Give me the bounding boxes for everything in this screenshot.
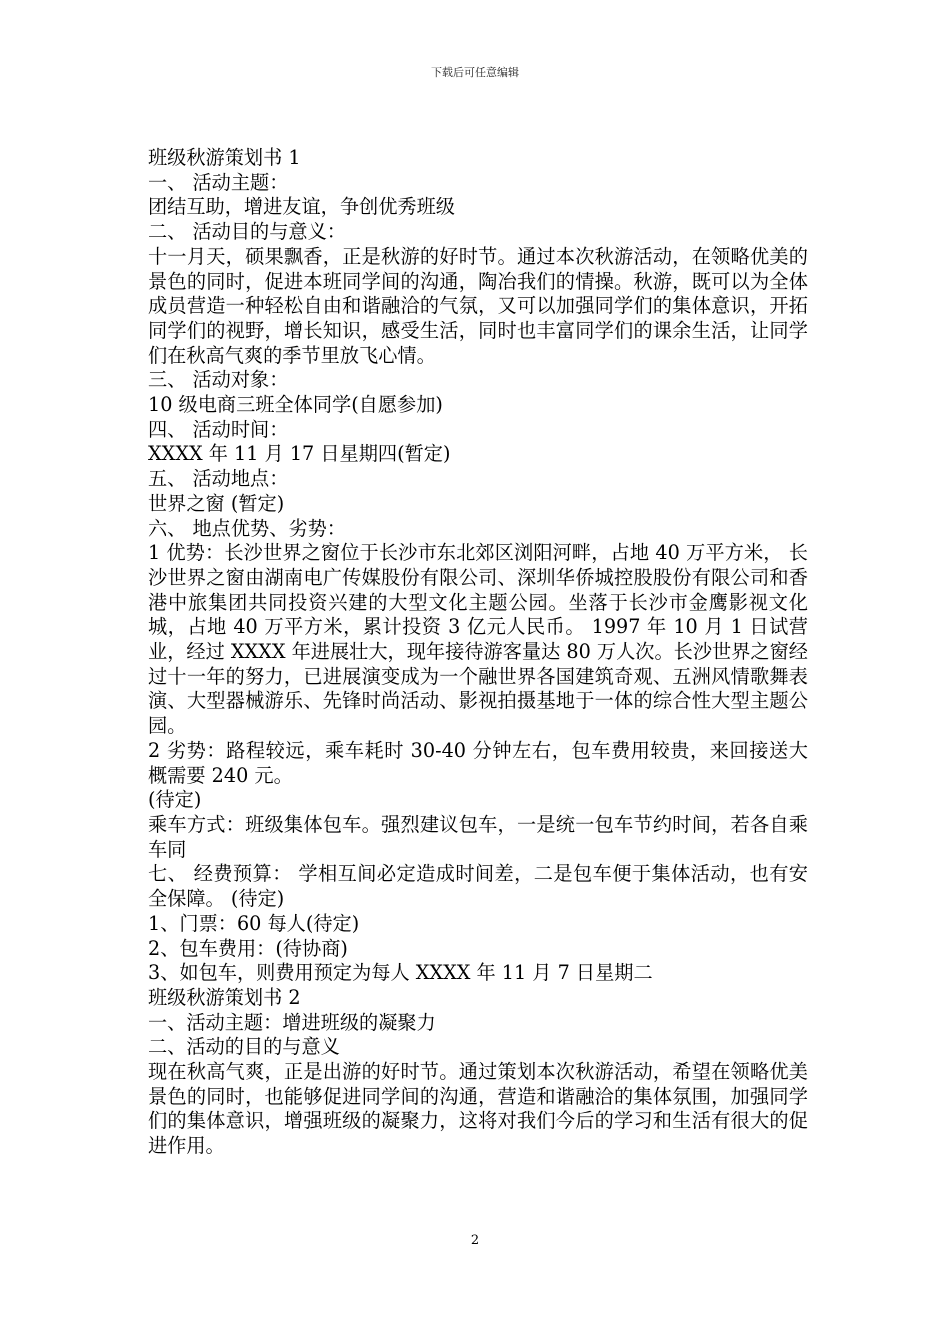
section-heading: 二、活动的目的与意义 (148, 1035, 340, 1059)
paragraph: 乘车方式：班级集体包车。强烈建议包车，一是统一包车节约时间，若各自乘车同 (148, 812, 808, 861)
document-body (148, 146, 808, 1159)
section-heading: 五、 活动地点： (148, 467, 289, 491)
section-heading: 一、 活动主题： (148, 170, 289, 194)
page-header: 下载后可任意编辑 (431, 66, 519, 79)
page-number: 2 (470, 1233, 480, 1248)
doc-title: 班级秋游策划书 1 (148, 146, 301, 169)
paragraph: 10 级电商三班全体同学(自愿参加) (148, 393, 443, 417)
paragraph: 现在秋高气爽，正是出游的好时节。通过策划本次秋游活动，希望在领略优美景色的同时，也能够促进同学间的沟通，营造和谐融洽的集体氛围，加强同学们的集体意识，增强班级的凝聚力，这将对我们今后的学习和生活有很大的促进作用。 (148, 1060, 808, 1158)
paragraph: 世界之窗 (暂定) (148, 491, 285, 515)
paragraph: 2 劣势：路程较远，乘车耗时 30-40 分钟左右，包车费用较贵，来回接送大概需要 240 元。 (148, 738, 808, 787)
paragraph: 七、 经费预算： 学相互间必定造成时间差，二是包车便于集体活动，也有安全保障。 (待定) (148, 862, 808, 911)
section-heading: 四、 活动时间： (148, 417, 289, 441)
section-heading: 二、 活动目的与意义： (148, 220, 346, 244)
section-heading: 六、 地点优势、劣势： (148, 516, 346, 540)
section-heading: 一、活动主题：增进班级的凝聚力 (148, 1010, 436, 1034)
paragraph: 十一月天，硕果飘香，正是秋游的好时节。通过本次秋游活动，在领略优美的景色的同时，促进本班同学间的沟通，陶冶我们的情操。秋游，既可以为全体成员营造一种轻松自由和谐融洽的气氛，又可以加强同学们的集体意识，开拓同学们的视野，增长知识，感受生活，同时也丰富同学们的课余生活，让同学们在秋高气爽的季节里放飞心情。 (148, 244, 808, 367)
list-item: 3、如包车，则费用预定为每人 XXXX 年 11 月 7 日星期二 (148, 961, 653, 985)
list-item: 1、门票：60 每人(待定) (148, 911, 360, 935)
paragraph: (待定) (148, 788, 202, 812)
paragraph: 1 优势：长沙世界之窗位于长沙市东北郊区浏阳河畔，占地 40 万平方米， 长沙世界之窗由湖南电广传媒股份有限公司、深圳华侨城控股股份有限公司和香港中旅集团共同投资兴建的大型文化主题公园。坐落于长沙市金鹰影视文化城，占地 40 万平方米，累计投资 3 亿元人民币。 1997 年 10 月 1 日试营业，经过 XXXX 年进展壮大，现年接待游客量达 80 万人次。长沙世界之窗经过十一年的努力，已进展演变成为一个融世界各国建筑奇观、五洲风情歌舞表演、大型器械游乐、先锋时尚活动、影视拍摄基地于一体的综合性大型主题公园。 (148, 541, 808, 738)
paragraph: 团结互助，增进友谊，争创优秀班级 (148, 195, 455, 219)
section-heading: 三、 活动对象： (148, 368, 289, 392)
doc-title: 班级秋游策划书 2 (148, 985, 301, 1009)
list-item: 2、包车费用：(待协商) (148, 936, 348, 960)
paragraph: XXXX 年 11 月 17 日星期四(暂定) (148, 442, 451, 466)
